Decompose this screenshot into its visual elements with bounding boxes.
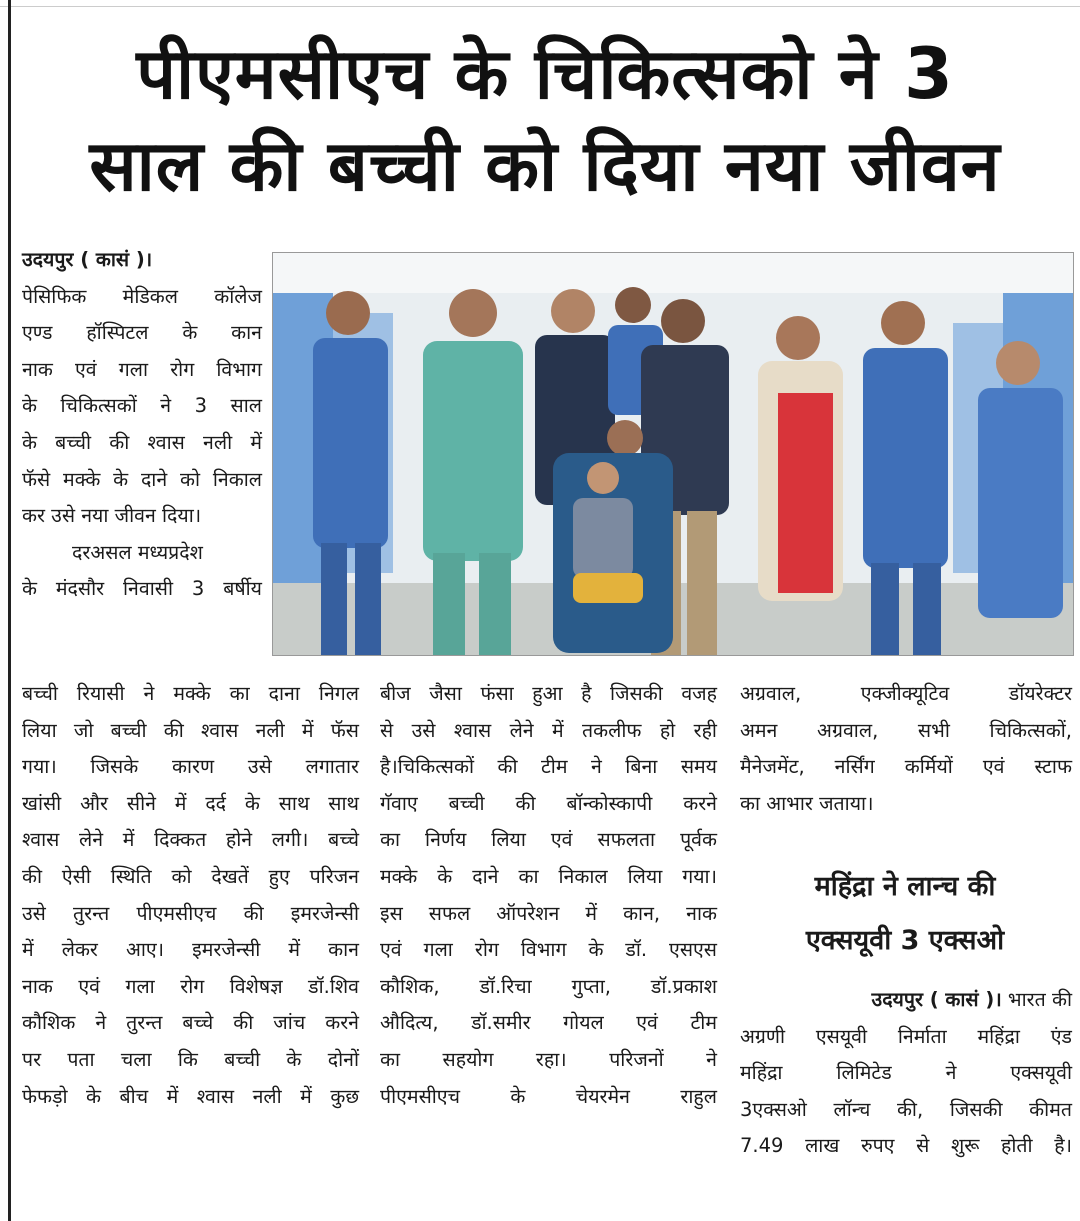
body-line: पर पता चला कि बच्ची के दोनों (22, 1047, 359, 1071)
body-line: गॅवाए बच्ची की बॉन्कोस्कापी करने (380, 791, 717, 815)
headline (20, 28, 1070, 212)
body-line: के मंदसौर निवासी 3 बर्षीय (22, 577, 262, 601)
body-line: कौशिक, डॉ.रिचा गुप्ता, डॉ.प्रकाश (380, 974, 717, 998)
body-line: भारत की (1007, 988, 1072, 1011)
article-col3 (740, 676, 1072, 822)
news-photo-medical-team (272, 252, 1074, 656)
page-top-edge (0, 0, 1080, 7)
article2-title (740, 860, 1070, 968)
patient-mother-and-child (553, 420, 673, 653)
body-line: का आभार जताया। (740, 791, 874, 815)
body-line: एवं गला रोग विभाग के डॉ. एसएस (380, 938, 717, 962)
photo-illustration (273, 253, 1073, 655)
body-line: पीएमसीएच के चेयरमेन राहुल (380, 1084, 717, 1108)
body-line: कर उसे नया जीवन दिया। (22, 504, 202, 528)
article2-body (740, 982, 1072, 1165)
body-line: मैनेजमेंट, नर्सिंग कर्मियों एवं स्टाफ (740, 755, 1072, 779)
body-line: खांसी और सीने में दर्द के साथ साथ (22, 791, 359, 815)
body-line: का निर्णय लिया एवं सफलता पूर्वक (380, 828, 717, 852)
body-line: दरअसल मध्यप्रदेश (72, 540, 203, 564)
body-line: उसे तुरन्त पीएमसीएच की इमरजेन्सी (22, 901, 359, 925)
body-line: की ऐसी स्थिति को देखतें हुए परिजन (22, 864, 359, 888)
body-line: मक्के के दाने का निकाल लिया गया। (380, 864, 717, 888)
article-col2 (380, 676, 717, 1115)
body-line: बच्ची रियासी ने मक्के का दाना निगल (22, 682, 359, 705)
body-line: बीज जैसा फंसा हुआ है जिसकी वजह (380, 682, 717, 705)
article2-dateline: उदयपुर ( कासं )। (871, 988, 1002, 1011)
body-line: अग्रणी एसयूवी निर्माता महिंद्रा एंड (740, 1024, 1072, 1048)
body-line: गया। जिसके कारण उसे लगातार (22, 755, 359, 779)
body-line: 3एक्सओ लॉन्च की, जिसकी कीमत (740, 1097, 1072, 1121)
body-line: के बच्ची की श्वास नली में (22, 430, 262, 454)
body-line: पेसिफिक मेडिकल कॉलेज (22, 284, 262, 308)
article-dateline: उदयपुर ( कासं )। (22, 248, 153, 271)
headline-line-1: पीएमसीएच के चिकित्सको ने 3 (136, 33, 954, 115)
article2-title-line-1: महिंद्रा ने लान्च की (814, 871, 996, 902)
body-line: का सहयोग रहा। परिजनों ने (380, 1047, 717, 1071)
body-line: कौशिक ने तुरन्त बच्चे की जांच करने (22, 1011, 359, 1035)
body-line: फॅसे मक्के के दाने को निकाल (22, 467, 262, 491)
body-line: फेफड़ो के बीच में श्वास नली में कुछ (22, 1084, 359, 1108)
body-line: के चिकित्सकों ने 3 साल (22, 394, 262, 418)
body-line: औदित्य, डॉ.समीर गोयल एवं टीम (380, 1011, 717, 1035)
body-line: नाक एवं गला रोग विभाग (22, 357, 262, 381)
body-line: 7.49 लाख रुपए से शुरू होती है। (740, 1134, 1072, 1158)
column-border-left (8, 0, 11, 1221)
body-line: से उसे श्वास लेने में तकलीफ हो रही (380, 718, 717, 742)
body-line: महिंद्रा लिमिटेड ने एक्सयूवी (740, 1061, 1072, 1085)
body-line: श्वास लेने में दिक्कत होने लगी। बच्चे (22, 828, 359, 852)
body-line: अग्रवाल, एक्जीक्यूटिव डॉयरेक्टर (740, 682, 1072, 705)
headline-line-2: साल की बच्ची को दिया नया जीवन (89, 125, 1001, 207)
body-line: इस सफल ऑपरेशन में कान, नाक (380, 901, 717, 925)
body-line: में लेकर आए। इमरजेन्सी में कान (22, 938, 359, 962)
body-line: है।चिकित्सकों की टीम ने बिना समय (380, 755, 717, 779)
body-line: नाक एवं गला रोग विशेषज्ञ डॉ.शिव (22, 974, 359, 998)
body-line: एण्ड हॉस्पिटल के कान (22, 321, 262, 345)
article2-title-line-2: एक्सयूवी 3 एक्सओ (805, 925, 1005, 956)
article-col1-top (22, 242, 262, 608)
body-line: लिया जो बच्ची की श्वास नली में फॅस (22, 718, 359, 742)
body-line: अमन अग्रवाल, सभी चिकित्सकों, (740, 718, 1072, 742)
article-col1-bottom (22, 676, 359, 1115)
